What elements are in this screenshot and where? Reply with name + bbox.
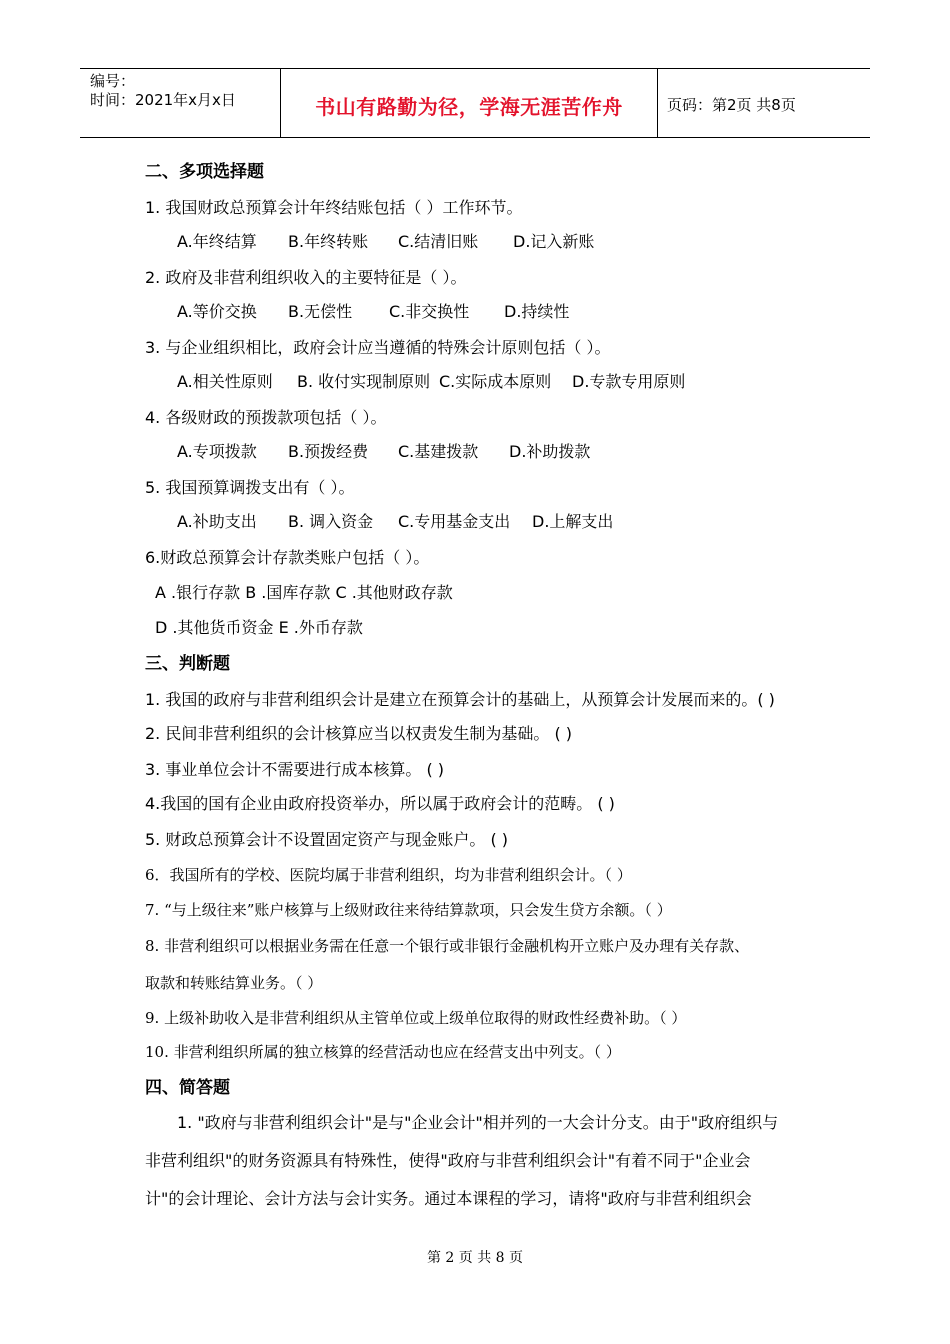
mc-question-2: 2. 政府及非营利组织收入的主要特征是（ ）。 [145, 268, 467, 287]
judgement-item: 5. 财政总预算会计不设置固定资产与现金账户。 ( ) [145, 830, 509, 849]
header-meta-cell [80, 69, 280, 137]
mc-option: D.专款专用原则 [572, 372, 686, 391]
mc-options-line: A .银行存款 B .国库存款 C .其他财政存款 [155, 583, 453, 602]
judgement-item: 7. “与上级往来”账户核算与上级财政往来待结算款项，只会发生贷方余额。（ ） [145, 901, 672, 919]
mc-question-3: 3. 与企业组织相比，政府会计应当遵循的特殊会计原则包括（ ）。 [145, 338, 611, 357]
judgement-item: 10. 非营利组织所属的独立核算的经营活动也应在经营支出中列支。（ ） [145, 1043, 621, 1061]
mc-option: B.年终转账 [288, 232, 369, 251]
section-title-multi-choice: 二、多项选择题 [145, 162, 264, 182]
mc-option: C.非交换性 [389, 302, 470, 321]
header-page-cell [657, 69, 870, 137]
mc-option: A.专项拨款 [177, 442, 257, 461]
judgement-item: 1. 我国的政府与非营利组织会计是建立在预算会计的基础上，从预算会计发展而来的。( ) [145, 690, 775, 709]
mc-option: C.结清旧账 [398, 232, 479, 251]
header-motto: 书山有路勤为径，学海无涯苦作舟 [315, 95, 623, 119]
mc-option: D.补助拨款 [509, 442, 591, 461]
mc-option: B.预拨经费 [288, 442, 369, 461]
page-footer: 第 2 页 共 8 页 [426, 1250, 524, 1266]
judgement-item-continued: 取款和转账结算业务。（ ） [145, 974, 323, 992]
header-page-info: 页码：第2页 共8页 [667, 96, 796, 114]
mc-option: A.年终结算 [177, 232, 257, 251]
page-header [80, 68, 870, 138]
mc-option: D.记入新账 [513, 232, 595, 251]
mc-option: A.补助支出 [177, 512, 257, 531]
section-title-judgement: 三、判断题 [145, 654, 230, 674]
judgement-item: 4.我国的国有企业由政府投资举办，所以属于政府会计的范畴。 ( ) [145, 794, 615, 813]
mc-option: D.持续性 [504, 302, 570, 321]
judgement-item: 9. 上级补助收入是非营利组织从主管单位或上级单位取得的财政性经费补助。（ ） [145, 1009, 687, 1027]
header-motto-cell [280, 69, 658, 137]
mc-question-4: 4. 各级财政的预拨款项包括（ ）。 [145, 408, 387, 427]
mc-option: C.基建拨款 [398, 442, 479, 461]
judgement-item: 8. 非营利组织可以根据业务需在任意一个银行或非银行金融机构开立账户及办理有关存款、 [145, 937, 750, 955]
section-title-short-answer: 四、简答题 [145, 1078, 230, 1098]
judgement-item: 6．我国所有的学校、医院均属于非营利组织，均为非营利组织会计。（ ） [145, 866, 632, 884]
document-time-label: 时间：2021年x月x日 [90, 91, 236, 109]
judgement-item: 2. 民间非营利组织的会计核算应当以权责发生制为基础。 ( ) [145, 724, 573, 743]
mc-option: D.上解支出 [532, 512, 614, 531]
short-answer-line: 计"的会计理论、会计方法与会计实务。通过本课程的学习，请将"政府与非营利组织会 [145, 1189, 752, 1208]
mc-options-line: D .其他货币资金 E .外币存款 [155, 618, 363, 637]
mc-option: B. 调入资金 [288, 512, 374, 531]
mc-question-6: 6.财政总预算会计存款类账户包括（ ）。 [145, 548, 430, 567]
document-number-label: 编号： [90, 72, 136, 90]
mc-option: A.相关性原则 [177, 372, 273, 391]
short-answer-line: 1. "政府与非营利组织会计"是与"企业会计"相并列的一大会计分支。由于"政府组织与 [177, 1113, 779, 1132]
mc-option: A.等价交换 [177, 302, 257, 321]
mc-question-5: 5. 我国预算调拨支出有（ ）。 [145, 478, 355, 497]
mc-option: C.专用基金支出 [398, 512, 511, 531]
mc-option: B. 收付实现制原则 [297, 372, 431, 391]
mc-option: B.无偿性 [288, 302, 353, 321]
judgement-item: 3. 事业单位会计不需要进行成本核算。 ( ) [145, 760, 445, 779]
mc-option: C.实际成本原则 [439, 372, 552, 391]
mc-question-1: 1. 我国财政总预算会计年终结账包括（ ）工作环节。 [145, 198, 523, 217]
short-answer-line: 非营利组织"的财务资源具有特殊性，使得"政府与非营利组织会计"有着不同于"企业会 [145, 1151, 751, 1170]
